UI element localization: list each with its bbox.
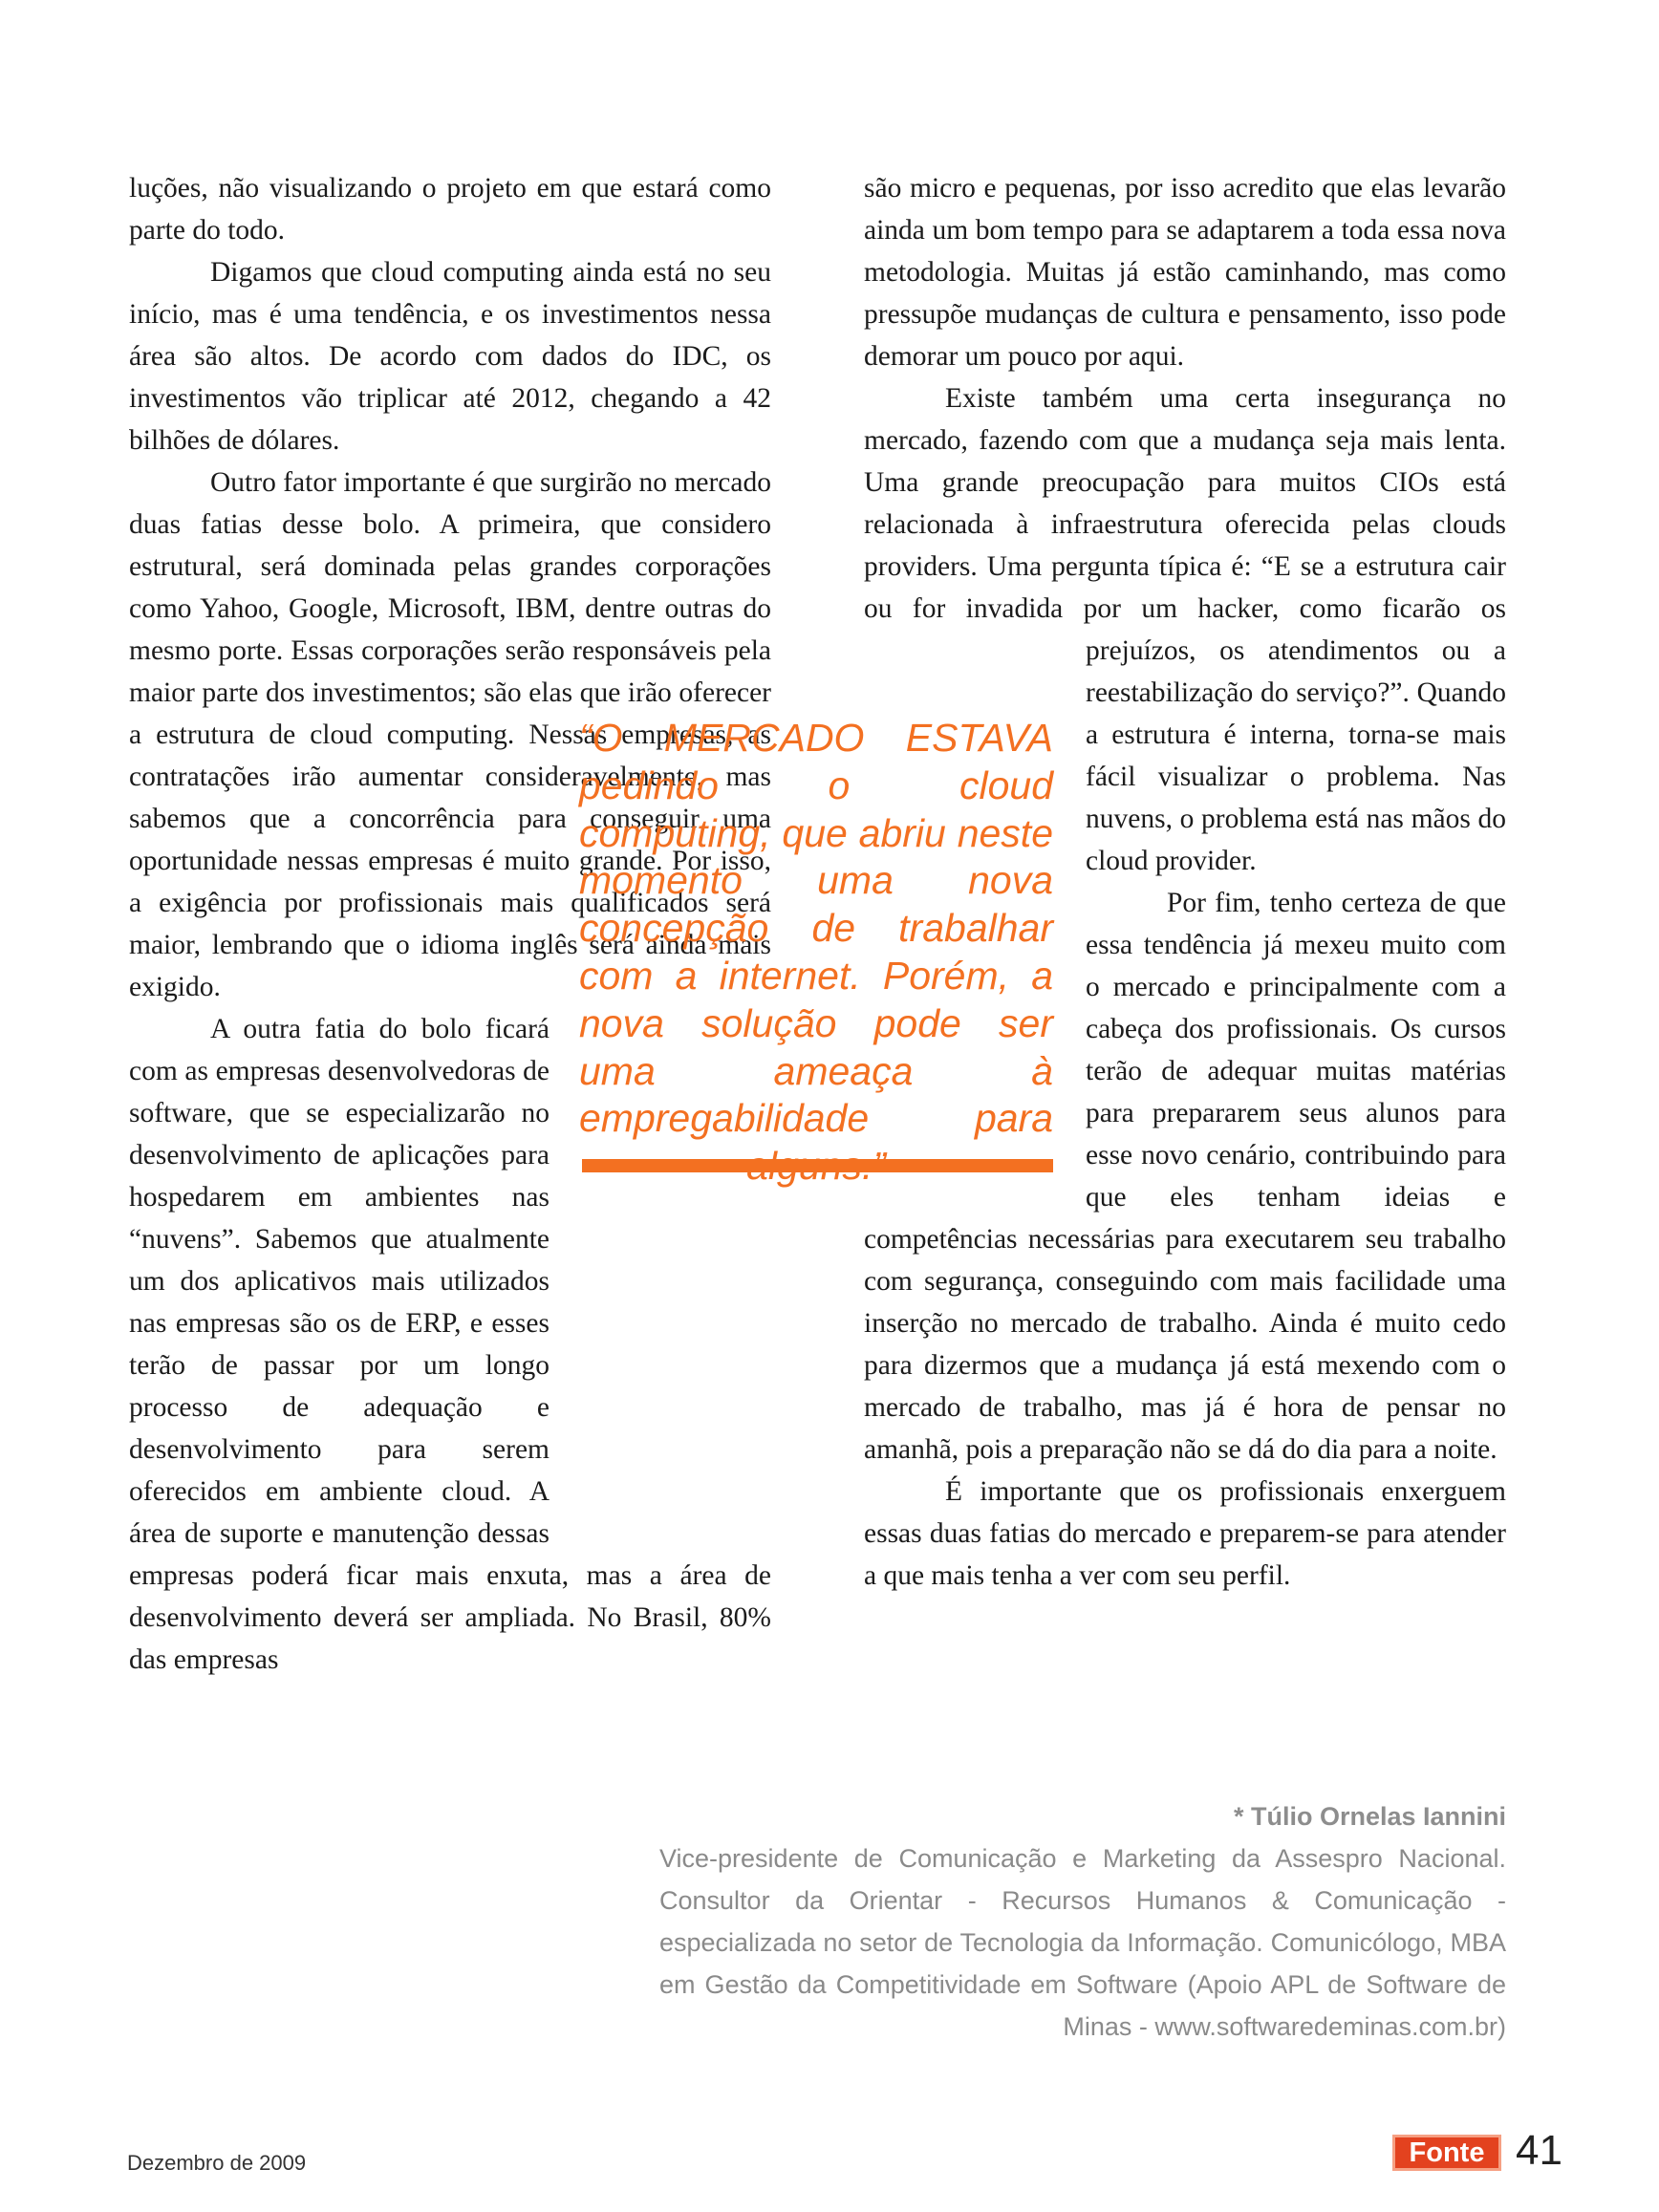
pull-quote-underline <box>582 1159 1053 1172</box>
article-paragraph: Outro fator importante é que surgirão no mercado duas fatias desse bolo. A primeira, que considero estrutural, será dominada pelas grandes corporações como Yahoo, Google, Microsoft, IBM, dentre outras do mesmo porte. Essas corporações serão responsáveis pela maior parte dos investimentos; são elas que irão oferecer a estrutura de cloud computing. Nessas empresas, as contratações irão aumentar consideravelmente, mas sabemos que a concorrência para conseguir uma oportunidade nessas empresas é muito grande. Por isso, a exigência por profissionais mais qualificados será maior, lembrando que o idioma inglês será ainda mais exigido. <box>129 467 771 1002</box>
article-paragraph: Por fim, tenho certeza de que essa tendência já mexeu muito com o mercado e principalmente com a cabeça dos profissionais. Os cursos terão de adequar muitas matérias para prepararem seus alunos para esse novo cenário, contribuindo para que eles tenham ideias e competências necessárias para executarem seu trabalho com segurança, conseguindo com mais facilidade uma inserção no mercado de trabalho. Ainda é muito cedo para dizermos que a mudança já está mexendo com o mercado de trabalho, mas já é hora de pensar no amanhã, pois a preparação não se dá do dia para a noite. <box>864 888 1506 1465</box>
article-paragraph: É importante que os profissionais enxerguem essas duas fatias do mercado e preparem-se para atender a que mais tenha a ver com seu perfil. <box>864 1476 1506 1591</box>
article-paragraph: Existe também uma certa insegurança no mercado, fazendo com que a mudança seja mais lenta. Uma grande preocupação para muitos CIOs está relacionada à infraestrutura oferecida pelas clouds providers. Uma pergunta típica é: “E se a estrutura cair ou for invadida por um hacker, como ficarão os prejuízos, os atendimentos ou a reestabilização do serviço?”. Quando a estrutura é interna, torna-se mais fácil visualizar o problema. Nas nuvens, o problema está nas mãos do cloud provider. <box>864 383 1506 876</box>
author-bio: Vice-presidente de Comunicação e Marketing da Assespro Nacional. Consultor da Orientar - Recursos Humanos & Comunicação - especializada no setor de Tecnologia da Informação. Comunicólogo, MBA em Gestão da Competitividade em Software (Apoio APL de Software de Minas - www.softwaredeminas.com.br) <box>659 1844 1506 2041</box>
author-name: * Túlio Ornelas Iannini <box>1233 1802 1506 1831</box>
page-number: 41 <box>1516 2127 1562 2174</box>
article-paragraph: são micro e pequenas, por isso acredito que elas levarão ainda um bom tempo para se adaptarem a toda essa nova metodologia. Muitas já estão caminhando, mas como pressupõe mudanças de cultura e pensamento, isso pode demorar um pouco por aqui. <box>864 173 1506 372</box>
pull-quote: “O MERCADO ESTAVA pedindo o cloud computing, que abriu neste momento uma nova concepção de trabalhar com a internet. Porém, a nova solução pode ser uma ameaça à empregabilidade para <box>579 716 1053 1141</box>
article-paragraph: Digamos que cloud computing ainda está no seu início, mas é uma tendência, e os investimentos nessa área são altos. De acordo com dados do IDC, os investimentos vão triplicar até 2012, chegando a 42 bilhões de dólares. <box>129 257 771 456</box>
issue-date: Dezembro de 2009 <box>127 2151 307 2175</box>
article-paragraph: luções, não visualizando o projeto em que estará como parte do todo. <box>129 173 771 246</box>
magazine-logo: Fonte <box>1392 2135 1501 2171</box>
article-paragraph: A outra fatia do bolo ficará com as empresas desenvolvedoras de software, que se especializarão no desenvolvimento de aplicações para hospedarem em ambientes nas “nuvens”. Sabemos que atualmente um dos aplicativos mais utilizados nas empresas são os de ERP, e esses terão de passar por um longo processo de adequação e desenvolvimento para serem oferecidos em ambiente cloud. A área de suporte e manutenção dessas empresas poderá ficar mais enxuta, mas a área de desenvolvimento deverá ser ampliada. No Brasil, 80% das empresas <box>129 1014 771 1675</box>
author-block <box>659 1795 1506 2048</box>
